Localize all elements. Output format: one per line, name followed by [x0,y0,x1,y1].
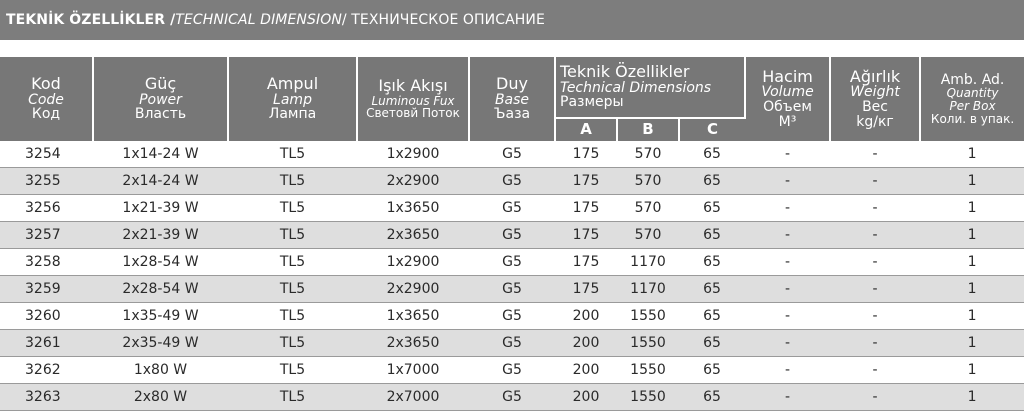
cell-c: 65 [679,222,745,249]
cell-weight: - [830,357,920,384]
cell-b: 570 [617,195,679,222]
cell-weight: - [830,330,920,357]
cell-c: 65 [679,249,745,276]
cell-flux: 2x7000 [357,384,469,411]
cell-qty: 1 [920,222,1024,249]
cell-volume: - [745,384,830,411]
cell-flux: 1x3650 [357,195,469,222]
cell-power: 1x14-24 W [93,141,228,168]
cell-c: 65 [679,195,745,222]
cell-b: 1550 [617,303,679,330]
cell-power: 1x35-49 W [93,303,228,330]
cell-b: 570 [617,141,679,168]
cell-power: 2x35-49 W [93,330,228,357]
cell-code: 3263 [0,384,93,411]
cell-c: 65 [679,330,745,357]
cell-base: G5 [469,222,555,249]
cell-power: 1x21-39 W [93,195,228,222]
cell-flux: 1x2900 [357,141,469,168]
cell-lamp: TL5 [228,384,357,411]
cell-c: 65 [679,276,745,303]
cell-b: 570 [617,168,679,195]
cell-code: 3258 [0,249,93,276]
title-ru: / ТЕХНИЧЕСКОЕ ОПИСАНИЕ [341,12,545,28]
cell-a: 175 [555,249,617,276]
header-flux: Işık Akışı Luminous Fux Световй Поток [357,57,469,141]
cell-a: 175 [555,141,617,168]
cell-lamp: TL5 [228,330,357,357]
header-code: Kod Code Код [0,57,93,141]
cell-code: 3261 [0,330,93,357]
cell-weight: - [830,141,920,168]
title-tr: TEKNİK ÖZELLİKLER / [6,12,176,28]
cell-volume: - [745,249,830,276]
cell-lamp: TL5 [228,222,357,249]
table-row [0,249,1024,276]
cell-volume: - [745,303,830,330]
table-row [0,303,1024,330]
cell-code: 3254 [0,141,93,168]
cell-weight: - [830,303,920,330]
cell-a: 200 [555,384,617,411]
cell-qty: 1 [920,303,1024,330]
cell-volume: - [745,357,830,384]
cell-power: 1x28-54 W [93,249,228,276]
cell-power: 1x80 W [93,357,228,384]
cell-b: 1550 [617,330,679,357]
cell-code: 3262 [0,357,93,384]
cell-base: G5 [469,168,555,195]
cell-base: G5 [469,249,555,276]
cell-flux: 2x3650 [357,330,469,357]
cell-c: 65 [679,303,745,330]
cell-base: G5 [469,303,555,330]
cell-base: G5 [469,195,555,222]
cell-c: 65 [679,384,745,411]
cell-qty: 1 [920,249,1024,276]
cell-volume: - [745,330,830,357]
cell-qty: 1 [920,330,1024,357]
header-dim-a: A [555,118,617,141]
cell-code: 3257 [0,222,93,249]
cell-a: 175 [555,195,617,222]
cell-lamp: TL5 [228,141,357,168]
header-volume: Hacim Volume Объем M³ [745,57,830,141]
cell-code: 3255 [0,168,93,195]
spec-table [0,57,1024,411]
cell-base: G5 [469,141,555,168]
cell-code: 3256 [0,195,93,222]
cell-volume: - [745,168,830,195]
header-dim-b: B [617,118,679,141]
header-quantity: Amb. Ad. Quantity Per Box Коли. в упак. [920,57,1024,141]
cell-flux: 1x2900 [357,249,469,276]
cell-qty: 1 [920,384,1024,411]
header-base: Duy Base Ъаза [469,57,555,141]
cell-weight: - [830,222,920,249]
cell-flux: 1x3650 [357,303,469,330]
header-power: Güç Power Власть [93,57,228,141]
cell-qty: 1 [920,195,1024,222]
cell-a: 200 [555,303,617,330]
cell-flux: 2x3650 [357,222,469,249]
header-lamp: Ampul Lamp Лампа [228,57,357,141]
cell-volume: - [745,222,830,249]
cell-flux: 2x2900 [357,168,469,195]
table-row [0,276,1024,303]
cell-lamp: TL5 [228,357,357,384]
title-en: TECHNICAL DIMENSION [175,12,342,28]
cell-weight: - [830,249,920,276]
cell-flux: 1x7000 [357,357,469,384]
cell-power: 2x21-39 W [93,222,228,249]
cell-b: 570 [617,222,679,249]
cell-lamp: TL5 [228,303,357,330]
cell-base: G5 [469,384,555,411]
cell-base: G5 [469,357,555,384]
table-row [0,330,1024,357]
cell-lamp: TL5 [228,276,357,303]
cell-b: 1550 [617,357,679,384]
table-row [0,384,1024,411]
cell-qty: 1 [920,168,1024,195]
table-row [0,168,1024,195]
cell-lamp: TL5 [228,249,357,276]
cell-power: 2x28-54 W [93,276,228,303]
cell-qty: 1 [920,141,1024,168]
cell-volume: - [745,195,830,222]
cell-weight: - [830,195,920,222]
cell-weight: - [830,384,920,411]
cell-a: 175 [555,168,617,195]
cell-code: 3260 [0,303,93,330]
header-technical: Teknik Özellikler Technical Dimensions Размеры [555,57,745,118]
cell-base: G5 [469,276,555,303]
cell-b: 1170 [617,249,679,276]
table-row [0,357,1024,384]
title-bar [0,0,1024,40]
table-row [0,141,1024,168]
cell-weight: - [830,168,920,195]
cell-volume: - [745,276,830,303]
cell-volume: - [745,141,830,168]
cell-b: 1170 [617,276,679,303]
cell-a: 200 [555,330,617,357]
cell-a: 200 [555,357,617,384]
cell-a: 175 [555,222,617,249]
cell-b: 1550 [617,384,679,411]
cell-c: 65 [679,357,745,384]
header-weight: Ağırlık Weight Вес kg/кг [830,57,920,141]
cell-c: 65 [679,141,745,168]
cell-lamp: TL5 [228,195,357,222]
cell-qty: 1 [920,276,1024,303]
cell-weight: - [830,276,920,303]
cell-power: 2x80 W [93,384,228,411]
cell-flux: 2x2900 [357,276,469,303]
cell-base: G5 [469,330,555,357]
cell-qty: 1 [920,357,1024,384]
cell-a: 175 [555,276,617,303]
cell-code: 3259 [0,276,93,303]
header-dim-c: C [679,118,745,141]
cell-lamp: TL5 [228,168,357,195]
table-row [0,222,1024,249]
cell-power: 2x14-24 W [93,168,228,195]
table-row [0,195,1024,222]
cell-c: 65 [679,168,745,195]
